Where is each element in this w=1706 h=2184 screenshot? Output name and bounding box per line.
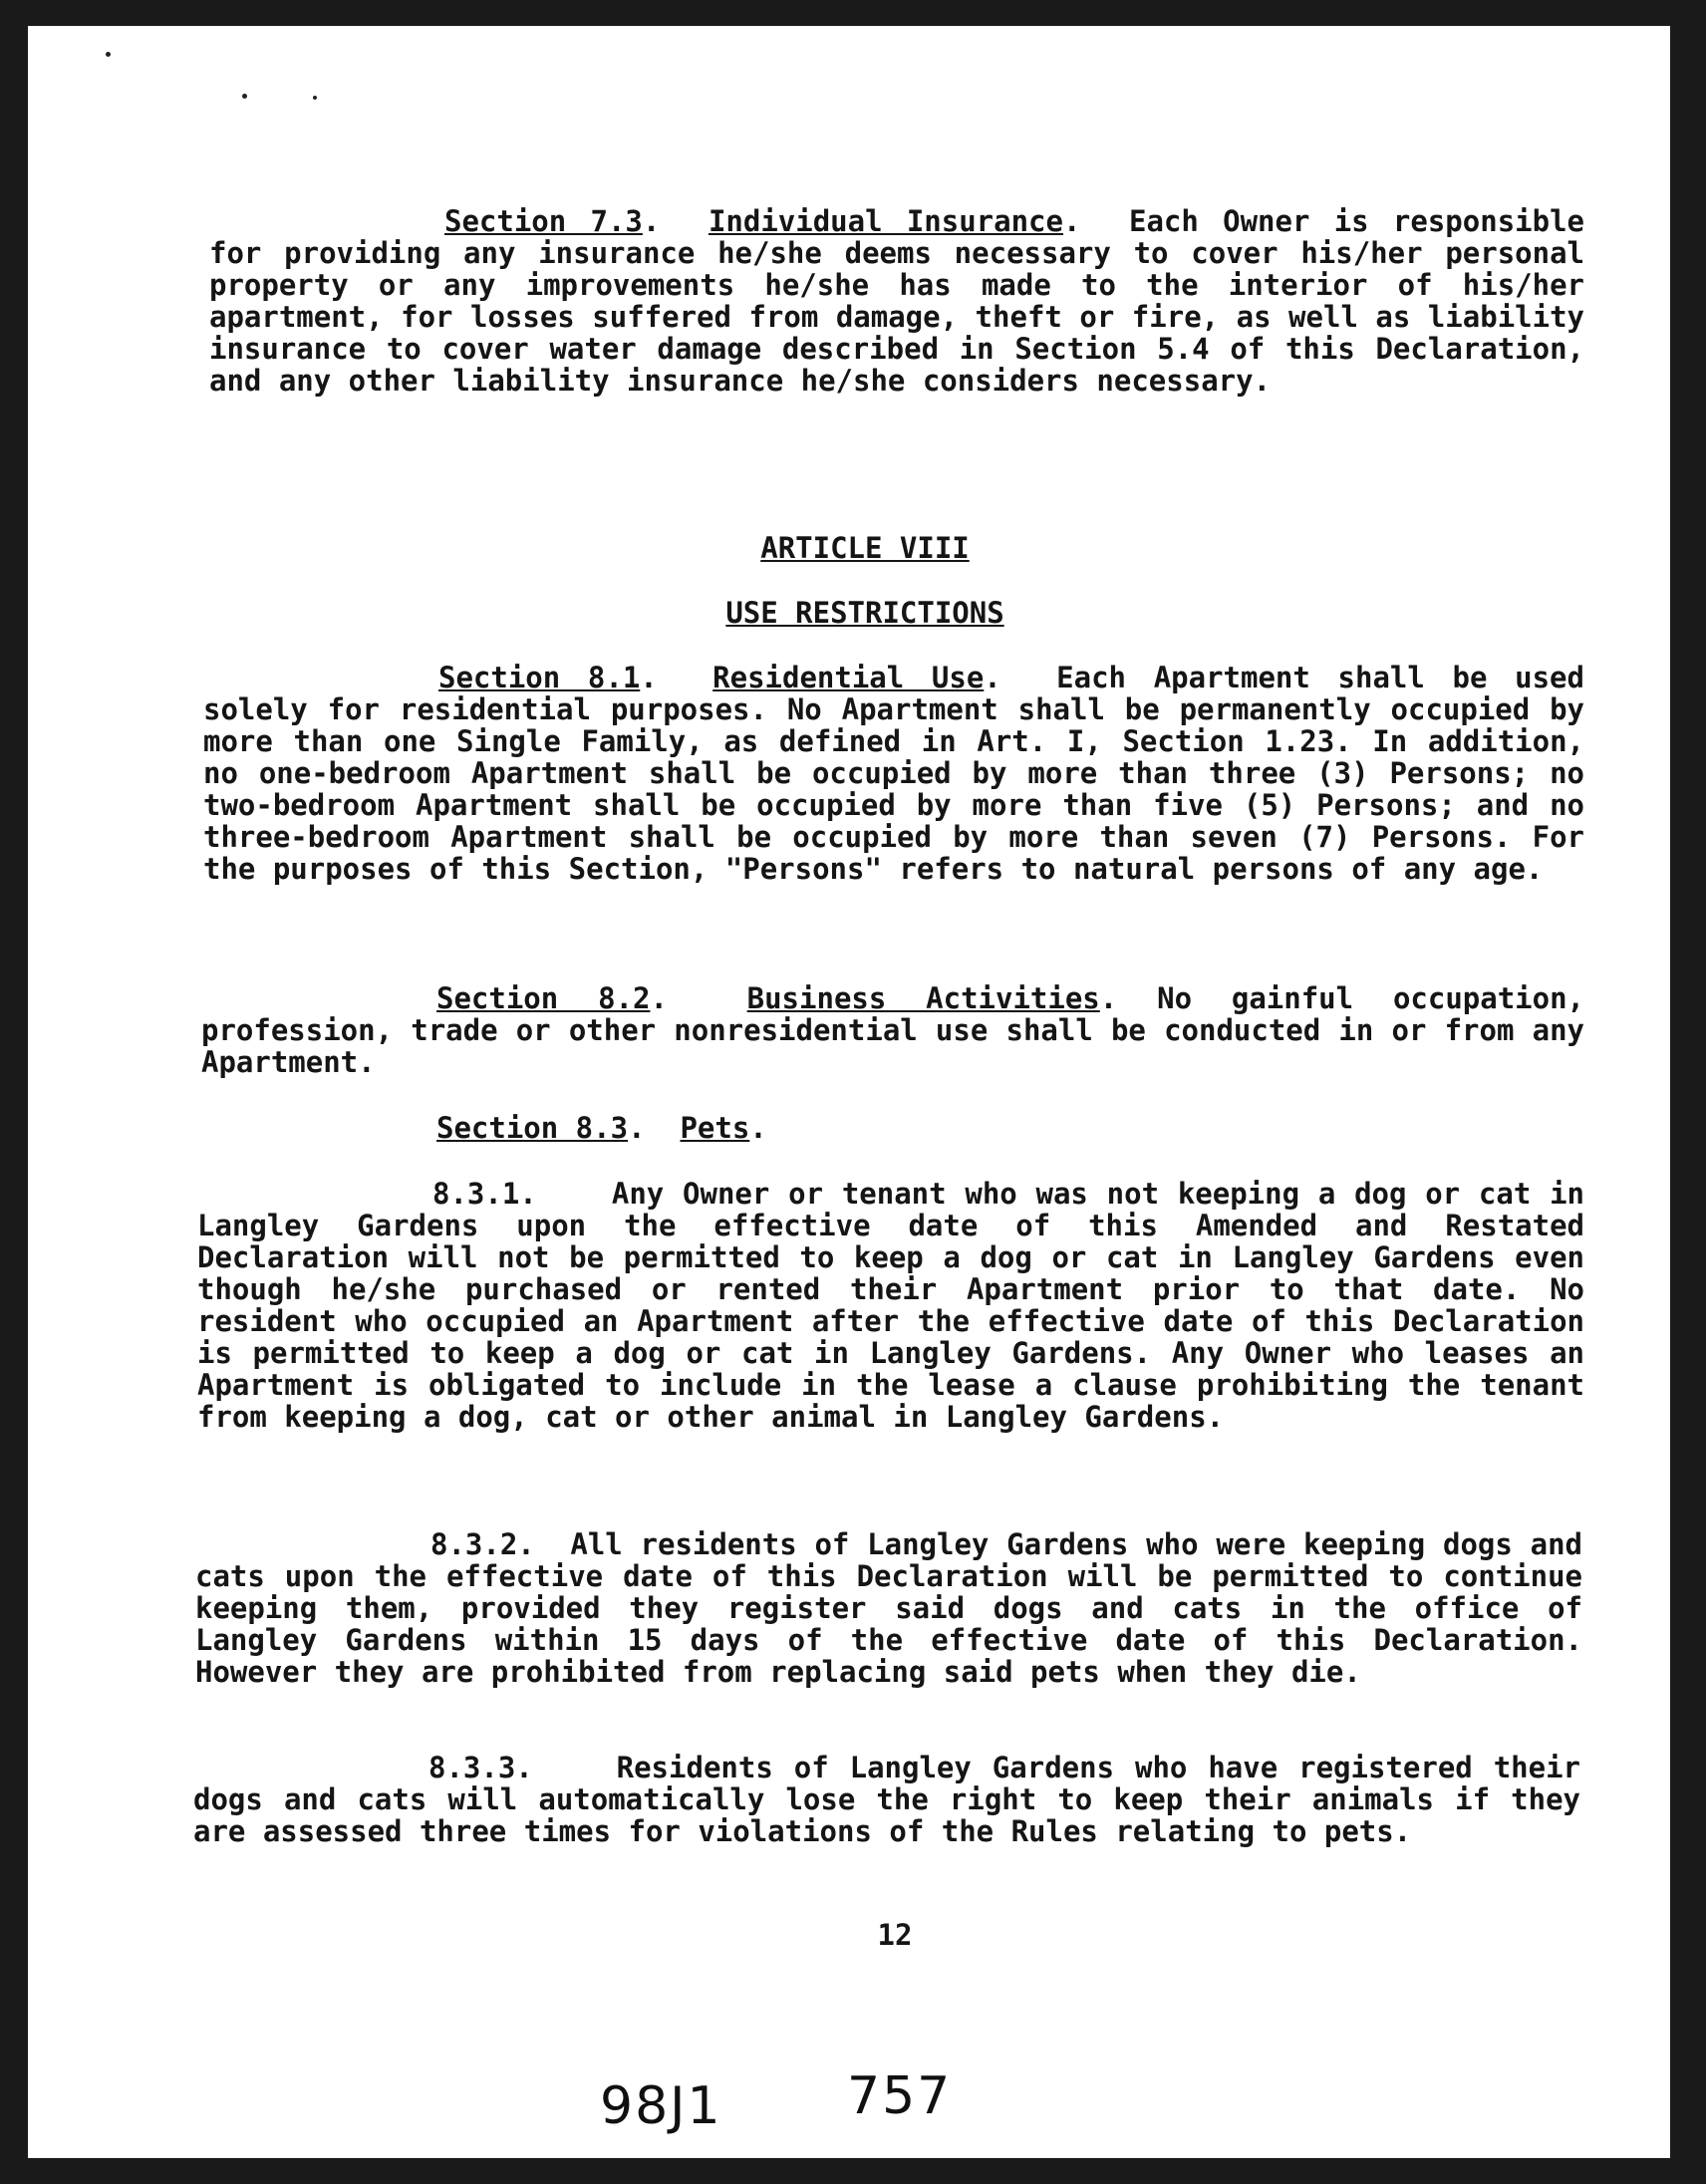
section-7-3-paragraph: Section 7.3. Individual Insurance. Each Owner is responsible for providing any insurance he/she deems necessary to cover his/her personal property or any improvements he/she has made to the interior of his/her apartment, for losses suffered from damage, theft or fire, as well as liability insurance to cover water damage described in Section 5.4 of this Declaration, and any other liability insurance he/she considers necessary. (209, 204, 1584, 398)
article-title: ARTICLE VIII (760, 531, 970, 565)
page-number: 12 (877, 1918, 913, 1952)
section-8-3-2-text: All residents of Langley Gardens who were keeping dogs and cats upon the effective date of this Declaration will be permitted to continue keeping them, provided they register said dogs and cats in the office of Langley Gardens within 15 days of the effective date of this Declaration. However they are prohibited from replacing said pets when they die. (195, 1527, 1583, 1689)
section-8-3-2-number: 8.3.2. (430, 1527, 535, 1561)
section-8-3-1-number: 8.3.1. (432, 1177, 537, 1211)
section-8-2-number: Section 8.2 (436, 981, 651, 1015)
section-8-3-title: Pets (680, 1111, 750, 1145)
section-8-2-text: No gainful occupation, profession, trade or other nonresidential use shall be conducted in or from any Apartment. (201, 981, 1585, 1079)
section-8-3-number: Section 8.3 (436, 1111, 629, 1145)
section-8-1-paragraph: Section 8.1. Residential Use. Each Apartment shall be used solely for residential purposes. No Apartment shall be permanently occupied by more than one Single Family, as defined in Art. I, Section 1.23. In addition, no one-bedroom Apartment shall be occupied by more than three (3) Persons; no two-bedroom Apartment shall be occupied by more than five (5) Persons; and no three-bedroom Apartment shall be occupied by more than seven (7) Persons. For the purposes of this Section, "Persons" refers to natural persons of any age. (203, 661, 1584, 886)
document-page (28, 26, 1670, 2158)
scan-speck (242, 94, 247, 99)
section-8-3-1-text: Any Owner or tenant who was not keeping a dog or cat in Langley Gardens upon the effective date of this Amended and Restated Declaration will not be permitted to keep a dog or cat in Langley Gardens even though he/she purchased or rented their Apartment prior to that date. No resident who occupied an Apartment after the effective date of this Declaration is permitted to keep a dog or cat in Langley Gardens. Any Owner who leases an Apartment is obligated to include in the lease a clause prohibiting the tenant from keeping a dog, cat or other animal in Langley Gardens. (197, 1177, 1584, 1434)
section-7-3-number: Section 7.3 (444, 204, 643, 238)
section-8-1-title: Residential Use (712, 661, 985, 694)
section-8-3-1-paragraph (197, 1178, 1584, 1433)
scan-speck (313, 96, 317, 100)
article-subtitle: USE RESTRICTIONS (725, 596, 1004, 630)
section-8-2-paragraph: Section 8.2. Business Activities. No gainful occupation, profession, trade or other nonresidential use shall be conducted in or from any Apartment. (201, 981, 1585, 1079)
stamp-right: 757 (847, 2066, 953, 2126)
section-8-1-number: Section 8.1 (438, 661, 641, 694)
scan-speck (106, 52, 111, 57)
section-8-3-3-paragraph (193, 1752, 1580, 1847)
section-8-1-text: Each Apartment shall be used solely for residential purposes. No Apartment shall be permanently occupied by more than one Single Family, as defined in Art. I, Section 1.23. In addition, no one-bedroom Apartment shall be occupied by more than three (3) Persons; no two-bedroom Apartment shall be occupied by more than five (5) Persons; and no three-bedroom Apartment shall be occupied by more than seven (7) Persons. For the purposes of this Section, "Persons" refers to natural persons of any age. (203, 661, 1584, 886)
section-8-3-2-paragraph (195, 1528, 1582, 1688)
section-7-3-title: Individual Insurance (708, 204, 1063, 238)
section-8-3-heading: Section 8.3. Pets. (436, 1111, 767, 1145)
section-8-2-title: Business Activities (746, 981, 1100, 1015)
section-8-3-3-text: Residents of Langley Gardens who have registered their dogs and cats will automatically lose the right to keep their animals if they are assessed three times for violations of the Rules relating to pets. (193, 1751, 1581, 1848)
stamp-left: 98J1 (600, 2076, 722, 2136)
section-8-3-3-number: 8.3.3. (428, 1751, 533, 1784)
section-7-3-text: Each Owner is responsible for providing any insurance he/she deems necessary to cover his/her personal property or any improvements he/she has made to the interior of his/her apartment, for losses suffered from damage, theft or fire, as well as liability insurance to cover water damage described in Section 5.4 of this Declaration, and any other liability insurance he/she considers necessary. (209, 204, 1584, 398)
